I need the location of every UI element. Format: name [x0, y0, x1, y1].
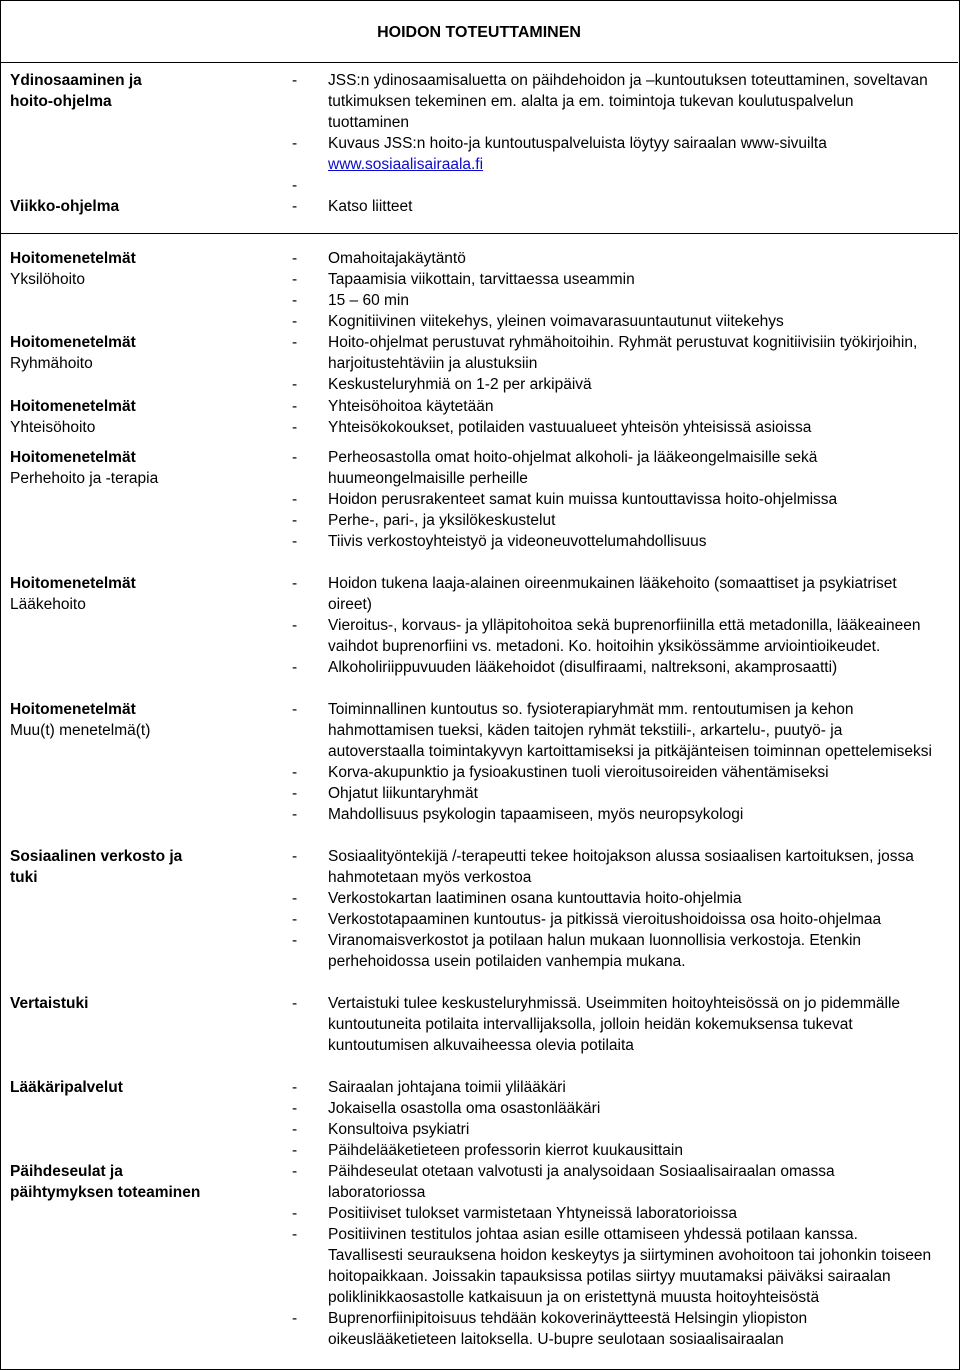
bullet-list [292, 332, 932, 395]
section-label: Päihdeseulat ja päihtymyksen toteaminen [10, 1163, 201, 1201]
list-item: - Ohjatut liikuntaryhmät [292, 783, 932, 804]
section-label: Lääkäripalvelut [10, 1079, 123, 1096]
list-item: - Katso liitteet [292, 196, 932, 217]
list-item: - Konsultoiva psykiatri [292, 1119, 932, 1140]
list-item: - Päihdeseulat otetaan valvotusti ja analysoidaan Sosiaalisairaalan omassa laboratoriossa [292, 1161, 932, 1203]
bullet-list [292, 846, 932, 972]
bullet-list [292, 396, 932, 438]
list-item: - Positiivinen testitulos johtaa asian esille ottamiseen yhdessä potilaan kanssa. Tavallisesti seurauksena hoidon keskeytys ja siirtyminen avohoitoon tai johonkin toiseen hoitopaikkaan. Joissakin tapauksissa potilas siirtyy muutamaksi päiväksi sairaalan poliklinikkaosastolle katkaisuun ja on eristettynä muusta hoitoyhteisöstä [292, 1224, 932, 1308]
page-title: HOIDON TOTEUTTAMINEN [377, 24, 581, 41]
list-item: - Keskusteluryhmiä on 1-2 per arkipäivä [292, 374, 932, 395]
list-item: - Vieroitus-, korvaus- ja ylläpitohoitoa sekä buprenorfiinilla että metadonilla, lääkeaineen vaihdot buprenorfiini vs. metadoni. Ko. hoitoihin yksikössämme arviointioikeudet. [292, 615, 932, 657]
bullet-list [292, 699, 932, 825]
bullet-list [292, 447, 932, 552]
list-item: - Omahoitajakäytäntö [292, 248, 932, 269]
list-item: - Alkoholiriippuvuuden lääkehoidot (disulfiraami, naltreksoni, akamprosaatti) [292, 657, 932, 678]
list-item: - Perhe-, pari-, ja yksilökeskustelut [292, 510, 932, 531]
bullet-list [292, 1161, 932, 1350]
section-label: Ydinosaaminen ja hoito-ohjelma [10, 72, 142, 110]
bullet-list [292, 70, 932, 175]
section-label: Hoitomenetelmät Yksilöhoito [10, 250, 136, 288]
bullet-list [292, 993, 932, 1056]
list-item: - Kognitiivinen viitekehys, yleinen voimavarasuuntautunut viitekehys [292, 311, 932, 332]
section-divider [0, 233, 958, 234]
section-label: Hoitomenetelmät Yhteisöhoito [10, 398, 136, 436]
section-label: Hoitomenetelmät Perhehoito ja -terapia [10, 449, 159, 487]
list-item: - Vertaistuki tulee keskusteluryhmissä. Useimmiten hoitoyhteisössä on jo pidemmälle kuntoutuneita potilaita intervallijaksolla, jolloin heidän kokemuksensa tukevat kuntoutumisen alkuvaiheessa olevia potilaita [292, 993, 932, 1056]
list-item: - Toiminnallinen kuntoutus so. fysioterapiaryhmät mm. rentoutumisen ja kehon hahmottamisen tueksi, käden taitojen ryhmät tekstiili-, arkartelu-, puutyö- ja autoverstaalla toimintakyvyn kartoittamiseksi ja pitkäjänteisen toiminnan opettelemiseksi [292, 699, 932, 762]
list-item: - Hoidon perusrakenteet samat kuin muissa kuntouttavissa hoito-ohjelmissa [292, 489, 932, 510]
list-item: - Kuvaus JSS:n hoito-ja kuntoutuspalveluista löytyy sairaalan www-sivuilta www.sosiaalisairaala.fi [292, 133, 932, 175]
list-item: - Perheosastolla omat hoito-ohjelmat alkoholi- ja lääkeongelmaisille sekä huumeongelmaisille perheille [292, 447, 932, 489]
list-item: - Hoito-ohjelmat perustuvat ryhmähoitoihin. Ryhmät perustuvat kognitiivisiin työkirjoihin, harjoitustehtäviin ja alustuksiin [292, 332, 932, 374]
list-item: - JSS:n ydinosaamisaluetta on päihdehoidon ja –kuntoutuksen toteuttaminen, soveltavan tutkimuksen tekeminen em. alalta ja em. toimintoja tukevan koulutuspalvelun tuottaminen [292, 70, 932, 133]
section-label: Hoitomenetelmät Ryhmähoito [10, 334, 136, 372]
list-item: - Tiivis verkostoyhteistyö ja videoneuvottelumahdollisuus [292, 531, 932, 552]
list-item: - Yhteisöhoitoa käytetään [292, 396, 932, 417]
section-label: Sosiaalinen verkosto ja tuki [10, 848, 183, 886]
list-item: - Verkostotapaaminen kuntoutus- ja pitkissä vieroitushoidoissa osa hoito-ohjelmaa [292, 909, 932, 930]
list-item: - Positiiviset tulokset varmistetaan Yhtyneissä laboratorioissa [292, 1203, 932, 1224]
list-item: - 15 – 60 min [292, 290, 932, 311]
section-label: Vertaistuki [10, 995, 89, 1012]
section-label: Viikko-ohjelma [10, 198, 120, 215]
section-label: Hoitomenetelmät Lääkehoito [10, 575, 136, 613]
list-item: - Korva-akupunktio ja fysioakustinen tuoli vieroitusoireiden vähentämiseksi [292, 762, 932, 783]
list-item: - Jokaisella osastolla oma osastonlääkäri [292, 1098, 932, 1119]
list-item: - Hoidon tukena laaja-alainen oireenmukainen lääkehoito (somaattiset ja psykiatriset oireet) [292, 573, 932, 615]
list-item: - Viranomaisverkostot ja potilaan halun mukaan luonnollisia verkostoja. Etenkin perhehoidossa usein potilaiden vanhempia mukana. [292, 930, 932, 972]
bullet-list [292, 1077, 932, 1161]
header-divider [0, 62, 958, 63]
bullet-list [292, 248, 932, 332]
website-link[interactable]: www.sosiaalisairaala.fi [328, 156, 484, 173]
list-item: - Sosiaalityöntekijä /-terapeutti tekee hoitojakson alussa sosiaalisen kartoituksen, jossa hahmotetaan myös verkostoa [292, 846, 932, 888]
bullet-list [292, 196, 932, 217]
section-label: Hoitomenetelmät Muu(t) menetelmä(t) [10, 701, 151, 739]
list-item: - Buprenorfiinipitoisuus tehdään kokoverinäytteestä Helsingin yliopiston oikeuslääketieteen laitoksella. U-bupre seulotaan sosiaalisairaalan [292, 1308, 932, 1350]
list-item: - Sairaalan johtajana toimii ylilääkäri [292, 1077, 932, 1098]
list-item: - Mahdollisuus psykologin tapaamiseen, myös neuropsykologi [292, 804, 932, 825]
list-item: - Päihdelääketieteen professorin kierrot kuukausittain [292, 1140, 932, 1161]
list-item: - Verkostokartan laatiminen osana kuntouttavia hoito-ohjelmia [292, 888, 932, 909]
list-item: - Tapaamisia viikottain, tarvittaessa useammin [292, 269, 932, 290]
bullet-list [292, 573, 932, 678]
list-item: - Yhteisökokoukset, potilaiden vastuualueet yhteisön yhteisissä asioissa [292, 417, 932, 438]
